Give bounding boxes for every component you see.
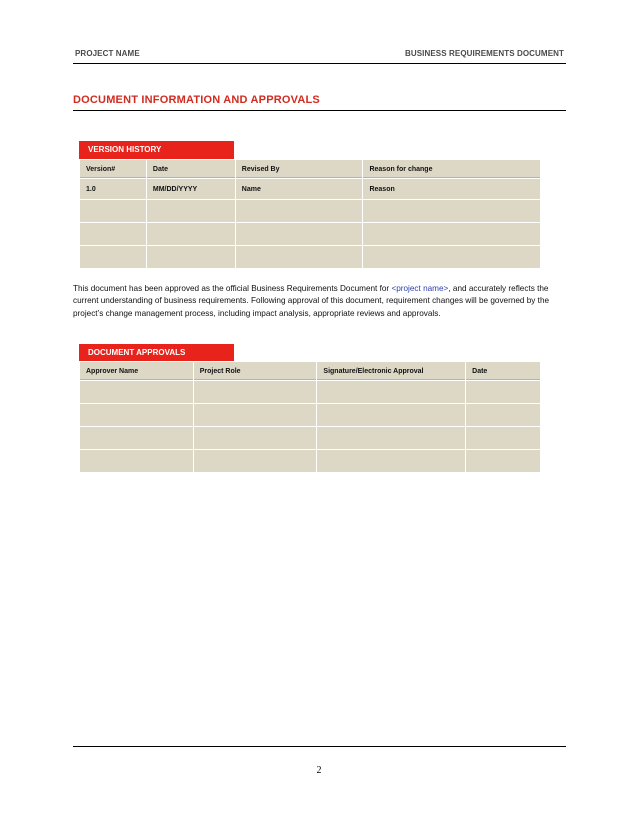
table-cell[interactable] [317, 381, 466, 404]
footer-divider [73, 746, 566, 747]
table-cell[interactable] [193, 427, 317, 450]
table-cell[interactable] [80, 200, 147, 223]
table-cell[interactable] [235, 223, 363, 246]
table-cell[interactable] [317, 404, 466, 427]
approval-statement [73, 283, 563, 320]
table-cell[interactable] [80, 246, 147, 269]
table-row [80, 427, 541, 450]
column-header-project-role: Project Role [193, 362, 317, 381]
table-cell[interactable]: 1.0 [80, 179, 147, 200]
project-name-placeholder: <project name> [391, 284, 449, 293]
table-cell[interactable] [235, 200, 363, 223]
table-row [80, 450, 541, 473]
table-cell[interactable] [80, 427, 194, 450]
table-cell[interactable]: Reason [363, 179, 541, 200]
table-cell[interactable] [80, 450, 194, 473]
table-cell[interactable]: Name [235, 179, 363, 200]
table-cell[interactable] [146, 223, 235, 246]
table-cell[interactable] [80, 404, 194, 427]
table-row [80, 200, 541, 223]
version-history-table [79, 159, 541, 269]
table-cell[interactable] [146, 246, 235, 269]
table-row [80, 246, 541, 269]
table-header-row [80, 362, 541, 381]
table-cell[interactable] [317, 450, 466, 473]
header-document-type: BUSINESS REQUIREMENTS DOCUMENT [404, 49, 564, 58]
table-cell[interactable] [466, 427, 541, 450]
table-cell[interactable] [80, 223, 147, 246]
table-cell[interactable] [466, 450, 541, 473]
page-number: 2 [316, 765, 322, 776]
table-row [80, 223, 541, 246]
table-cell[interactable] [363, 200, 541, 223]
column-header-version: Version# [80, 160, 147, 179]
table-cell[interactable] [193, 450, 317, 473]
table-row [80, 404, 541, 427]
column-header-approver-name: Approver Name [80, 362, 194, 381]
approval-statement-text-start: This document has been approved as the official Business Requirements Document for [73, 284, 392, 293]
column-header-date: Date [146, 160, 235, 179]
table-cell[interactable] [363, 246, 541, 269]
table-row [80, 381, 541, 404]
header-project-name: PROJECT NAME [75, 49, 140, 58]
table-cell[interactable] [466, 381, 541, 404]
section-divider [73, 110, 566, 111]
table-cell[interactable] [363, 223, 541, 246]
column-header-revised-by: Revised By [235, 160, 363, 179]
table-header-row [80, 160, 541, 179]
document-approvals-label: DOCUMENT APPROVALS [79, 344, 234, 362]
table-cell[interactable] [235, 246, 363, 269]
table-row [80, 179, 541, 200]
document-approvals-table [79, 361, 541, 473]
table-cell[interactable] [146, 200, 235, 223]
section-title: DOCUMENT INFORMATION AND APPROVALS [73, 94, 320, 106]
column-header-reason: Reason for change [363, 160, 541, 179]
table-cell[interactable] [317, 427, 466, 450]
table-cell[interactable] [80, 381, 194, 404]
table-cell[interactable] [193, 404, 317, 427]
column-header-date: Date [466, 362, 541, 381]
table-cell[interactable]: MM/DD/YYYY [146, 179, 235, 200]
column-header-signature: Signature/Electronic Approval [317, 362, 466, 381]
table-cell[interactable] [466, 404, 541, 427]
approval-statement-text-end: , and accurately reflects the current understanding of business requirements. Following approval of this document, requirement changes will be governed by the project’s change management process, including impact analysis, appropriate reviews and approvals. [73, 284, 550, 318]
version-history-label: VERSION HISTORY [79, 141, 234, 159]
page-header [73, 49, 566, 64]
table-cell[interactable] [193, 381, 317, 404]
